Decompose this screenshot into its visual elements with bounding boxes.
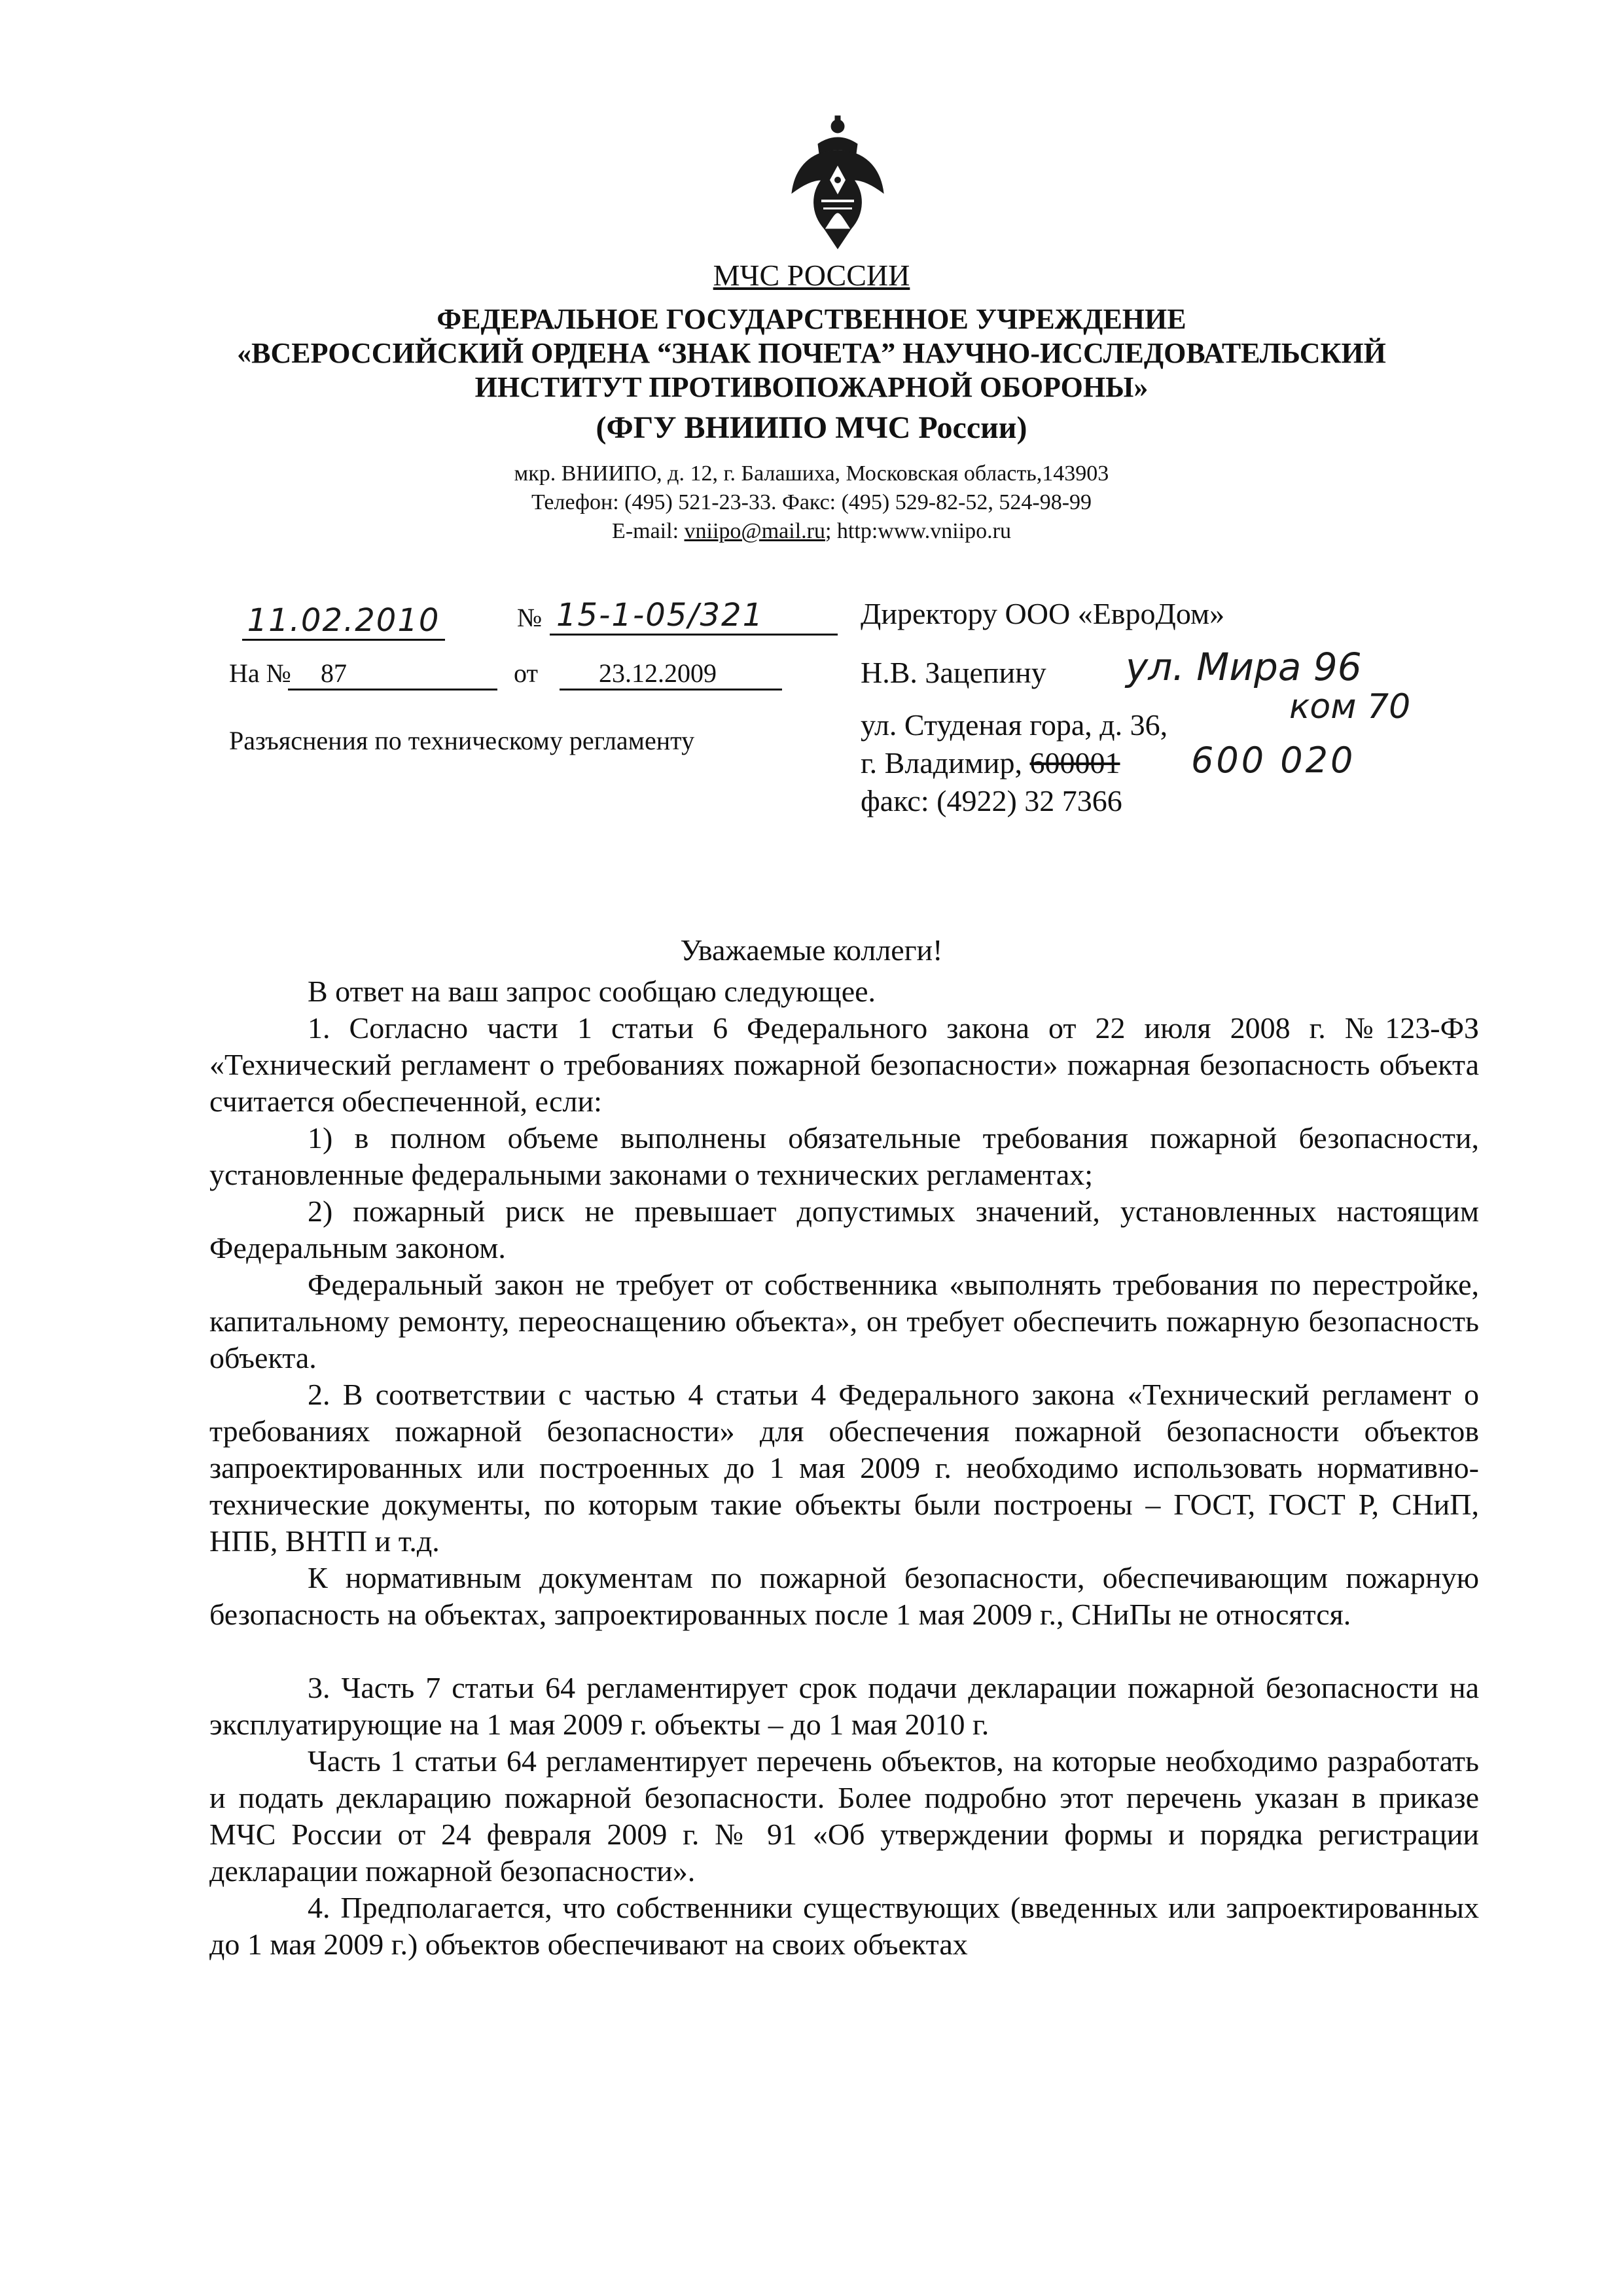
addressee-name: Н.В. Зацепину — [861, 656, 1046, 689]
body-paragraph: 1. Согласно части 1 статьи 6 Федерального закона от 22 июля 2008 г. №123-ФЗ «Технический регламент о требованиях пожарной безопасности» пожарная безопасность объекта считается обеспеченной, если: — [209, 1011, 1479, 1118]
body-paragraph: Федеральный закон не требует от собственника «выполнять требования по перестройке, капитальному ремонту, переоснащению объекта», он требует обеспечить пожарную безопасность объекта. — [209, 1268, 1479, 1374]
outgoing-number: 15-1-05/321 — [550, 597, 838, 636]
body-paragraph: 4. Предполагается, что собственники существующих (введенных или запроектированных до 1 мая 2009 г.) объектов обеспечивают на своих объектах — [209, 1891, 1479, 1961]
org-name-line-3: ИНСТИТУТ ПРОТИВОПОЖАРНОЙ ОБОРОНЫ» — [474, 371, 1149, 403]
addressee-fax: факс: (4922) 32 7366 — [861, 784, 1122, 817]
struck-postcode: 600001 — [1029, 746, 1120, 780]
org-short-name: МЧС РОССИИ — [713, 259, 910, 292]
email-label: E-mail: — [612, 519, 685, 543]
greeting: Уважаемые коллеги! — [680, 933, 943, 967]
emchs-emblem-icon — [785, 115, 890, 252]
outgoing-date: 11.02.2010 — [242, 602, 445, 641]
email-link[interactable]: vniipo@mail.ru — [684, 519, 825, 543]
addressee-city — [861, 745, 1120, 781]
addressee-city-name: г. Владимир, — [861, 746, 1030, 780]
org-email-web — [0, 517, 1623, 546]
addressee-street: ул. Студеная гора, д. 36, — [861, 708, 1168, 742]
reference-number: 87 — [288, 658, 497, 691]
org-phone-fax: Телефон: (495) 521-23-33. Факс: (495) 529-82-52, 524-98-99 — [531, 490, 1092, 514]
body-paragraph: К нормативным документам по пожарной безопасности, обеспечивающим пожарную безопасность на объектах, запроектированных после 1 мая 2009 г., СНиПы не относятся. — [209, 1561, 1479, 1631]
letter-subject: Разъяснения по техническому регламенту — [229, 726, 695, 755]
org-name-line-2: «ВСЕРОССИЙСКИЙ ОРДЕНА “ЗНАК ПОЧЕТА” НАУЧНО-ИССЛЕДОВАТЕЛЬСКИЙ — [237, 337, 1386, 369]
addressee-position: Директору ООО «ЕвроДом» — [861, 597, 1225, 630]
body-paragraph: В ответ на ваш запрос сообщаю следующее. — [308, 975, 876, 1008]
reference-date: 23.12.2009 — [560, 658, 782, 691]
reference-from-label: от — [514, 658, 538, 688]
reference-number-label: На № — [229, 658, 291, 688]
website-text: ; http:www.vniipo.ru — [825, 519, 1011, 543]
outgoing-number-label: № — [517, 603, 543, 632]
body-paragraph: 1) в полном объеме выполнены обязательные требования пожарной безопасности, установленные федеральными законами о технических регламентах; — [209, 1121, 1479, 1191]
org-postal-address: мкр. ВНИИПО, д. 12, г. Балашиха, Московская область,143903 — [514, 461, 1109, 486]
body-paragraph: 3. Часть 7 статьи 64 регламентирует срок подачи декларации пожарной безопасности на эксплуатирующие на 1 мая 2009 г. объекты – до 1 мая 2010 г. — [209, 1671, 1479, 1741]
org-name-line-1: ФЕДЕРАЛЬНОЕ ГОСУДАРСТВЕННОЕ УЧРЕЖДЕНИЕ — [437, 303, 1186, 335]
body-paragraph: 2) пожарный риск не превышает допустимых значений, установленных настоящим Федеральным законом. — [209, 1194, 1479, 1265]
body-paragraph: Часть 1 статьи 64 регламентирует перечень объектов, на которые необходимо разработать и подать декларацию пожарной безопасности. Более подробно этот перечень указан в приказе МЧС России от 24 февраля 2009 г. № 91 «Об утверждении формы и порядка регистрации декларации пожарной безопасности». — [209, 1744, 1479, 1888]
org-abbreviation: (ФГУ ВНИИПО МЧС России) — [596, 410, 1027, 445]
body-paragraph: 2. В соответствии с частью 4 статьи 4 Федерального закона «Технический регламент о требованиях пожарной безопасности» для обеспечения пожарной безопасности объектов запроектированных или построенных до 1 мая 2009 г. необходимо использовать нормативно-технические документы, по которым такие объекты были построены – ГОСТ, ГОСТ Р, СНиП, НПБ, ВНТП и т.д. — [209, 1378, 1479, 1558]
handwritten-room-note: ком 70 — [1289, 687, 1411, 726]
handwritten-street-note: ул. Мира 96 — [1126, 645, 1362, 689]
handwritten-postcode-note: 600 020 — [1191, 740, 1356, 781]
